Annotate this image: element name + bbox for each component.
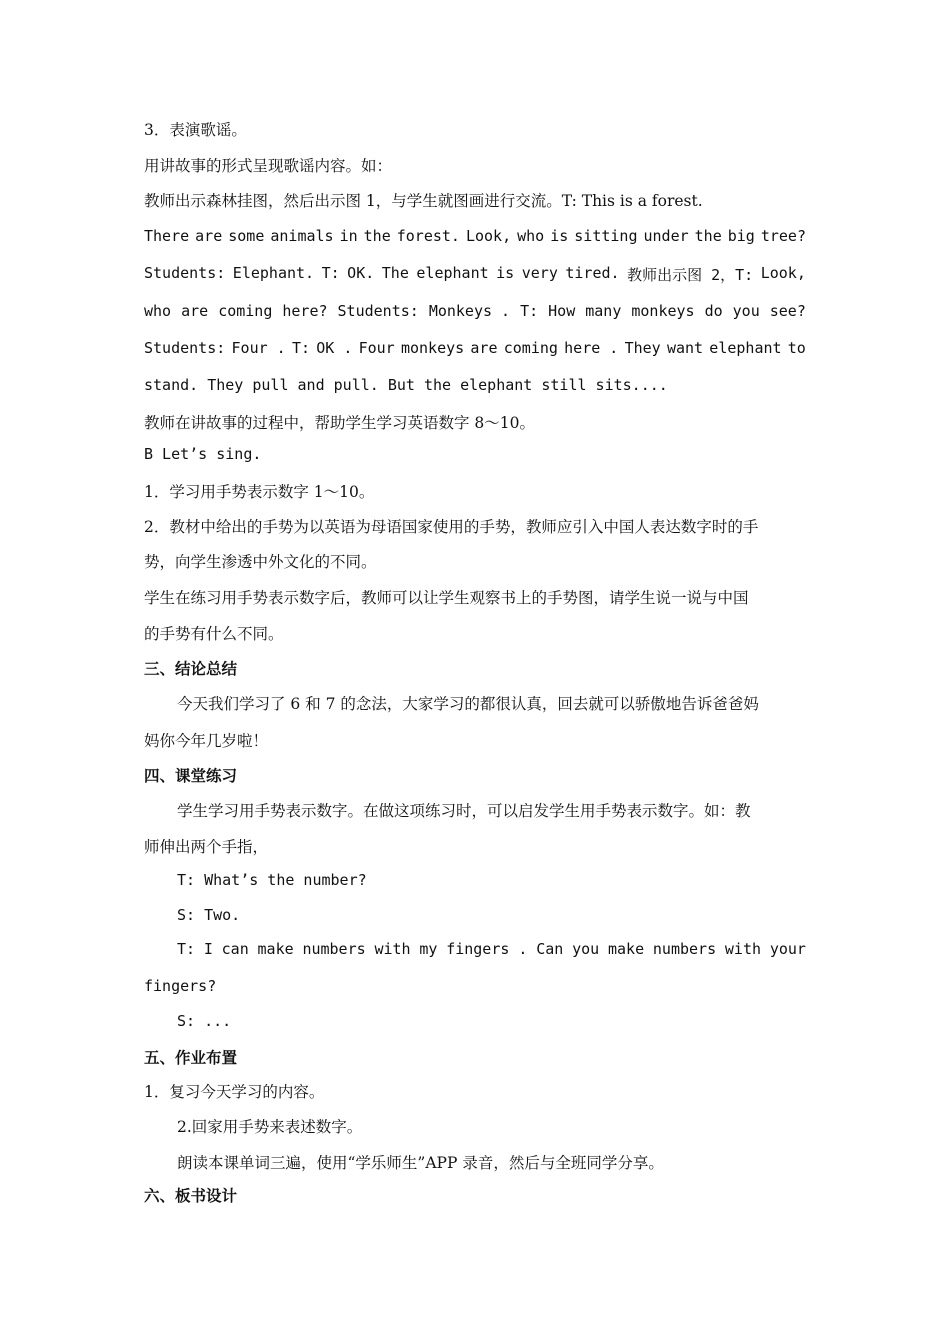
word: numbers [302, 940, 366, 958]
word: are [195, 227, 223, 245]
word: OK. [347, 264, 375, 282]
word: big [727, 227, 755, 245]
word: monkeys [400, 339, 465, 357]
word: T: [321, 264, 340, 282]
homework-heading: 五、作业布置 [144, 1049, 238, 1067]
word: with [374, 940, 411, 958]
word: you [732, 302, 760, 320]
sing-item-2-line-1: 2．教材中给出的手势为以英语为母语国家使用的手势，教师应引入中国人表达数字时的手 [144, 518, 759, 536]
word: here? [282, 302, 328, 320]
word: to [787, 339, 806, 357]
word: Students: [337, 302, 419, 320]
word: monkeys [631, 302, 695, 320]
word: Students: [144, 264, 226, 282]
word: under [643, 227, 689, 245]
word: sitting [574, 227, 638, 245]
word: T: [520, 302, 539, 320]
practice-line-2: 师伸出两个手指， [144, 838, 269, 856]
word: OK . [316, 339, 353, 357]
word: T: [291, 339, 310, 357]
sing-title: B Let’s sing. [144, 445, 262, 463]
word: are [181, 302, 209, 320]
practice-teacher-1: T: What’s the number? [177, 871, 367, 889]
story-line-3 [144, 264, 806, 285]
word: The [381, 264, 409, 282]
conclusion-line-1: 今天我们学习了 6 和 7 的念法，大家学习的都很认真，回去就可以骄傲地告诉爸爸妈 [177, 695, 759, 713]
sing-item-1: 1．学习用手势表示数字 1～10。 [144, 483, 375, 501]
word: see? [769, 302, 806, 320]
word: elephant [709, 339, 782, 357]
word: T: [177, 940, 196, 958]
word: They [624, 339, 661, 357]
word: I [203, 940, 213, 958]
word: are [470, 339, 498, 357]
word: the [694, 227, 722, 245]
word: with [724, 940, 762, 958]
word: Look, [465, 227, 512, 245]
word: There [144, 227, 190, 245]
word: want [666, 339, 704, 357]
practice-teacher-2 [177, 940, 806, 958]
word: is [550, 227, 569, 245]
word: the [363, 227, 391, 245]
practice-line-1: 学生学习用手势表示数字。在做这项练习时，可以启发学生用手势表示数字。如：教 [177, 802, 751, 820]
word: many [585, 302, 622, 320]
word: 教师出示图 2，T: [627, 266, 754, 284]
word: Look, [760, 264, 806, 282]
word: do [704, 302, 723, 320]
word: fingers . [446, 940, 528, 958]
word: tired. [565, 264, 620, 282]
word: is [496, 264, 515, 282]
story-line-4 [144, 302, 806, 320]
homework-item-3: 朗读本课单词三遍，使用“学乐师生”APP 录音，然后与全班同学分享。 [177, 1154, 664, 1172]
word: make [608, 940, 645, 958]
word: elephant [416, 264, 489, 282]
word: you [572, 940, 600, 958]
word: Students: [144, 339, 226, 357]
homework-item-1: 1．复习今天学习的内容。 [144, 1083, 325, 1101]
word: some [228, 227, 265, 245]
word: here . [564, 339, 619, 357]
word: who [144, 302, 172, 320]
word: make [257, 940, 294, 958]
conclusion-line-2: 妈你今年几岁啦！ [144, 732, 269, 750]
word: Four . [231, 339, 286, 357]
word: forest. [396, 227, 460, 245]
word: in [339, 227, 358, 245]
word: coming [503, 339, 558, 357]
word: can [221, 940, 249, 958]
story-item-3: 3．表演歌谣。 [144, 121, 247, 139]
practice-teacher-2-end: fingers? [144, 977, 217, 995]
word: your [769, 940, 806, 958]
story-line-2 [144, 227, 806, 245]
word: who [517, 227, 545, 245]
word: Monkeys . [428, 302, 511, 320]
practice-student-2: S: ... [177, 1012, 232, 1030]
story-line-5 [144, 339, 806, 357]
word: tree? [760, 227, 806, 245]
story-line-1: 教师出示森林挂图，然后出示图 1，与学生就图画进行交流。T: This is a forest. [144, 192, 703, 210]
word: my [419, 940, 438, 958]
board-heading: 六、板书设计 [144, 1187, 238, 1205]
word: How [548, 302, 576, 320]
practice-student-1: S: Two. [177, 906, 241, 924]
story-intro: 用讲故事的形式呈现歌谣内容。如： [144, 157, 393, 175]
story-line-6: stand. They pull and pull. But the elephant still sits.... [144, 376, 668, 394]
word: Elephant. [232, 264, 315, 282]
word: Can [536, 940, 564, 958]
homework-item-2: 2.回家用手势来表述数字。 [177, 1118, 363, 1136]
conclusion-heading: 三、结论总结 [144, 660, 238, 678]
word: Four [358, 339, 395, 357]
practice-heading: 四、课堂练习 [144, 767, 238, 785]
sing-paragraph-line-1: 学生在练习用手势表示数字后，教师可以让学生观察书上的手势图，请学生说一说与中国 [144, 589, 749, 607]
word: animals [270, 227, 334, 245]
sing-item-2-line-2: 势，向学生渗透中外文化的不同。 [144, 553, 377, 571]
word: coming [218, 302, 273, 320]
sing-paragraph-line-2: 的手势有什么不同。 [144, 625, 284, 643]
word: very [521, 264, 558, 282]
story-note: 教师在讲故事的过程中，帮助学生学习英语数字 8～10。 [144, 414, 536, 432]
word: numbers [652, 940, 717, 958]
